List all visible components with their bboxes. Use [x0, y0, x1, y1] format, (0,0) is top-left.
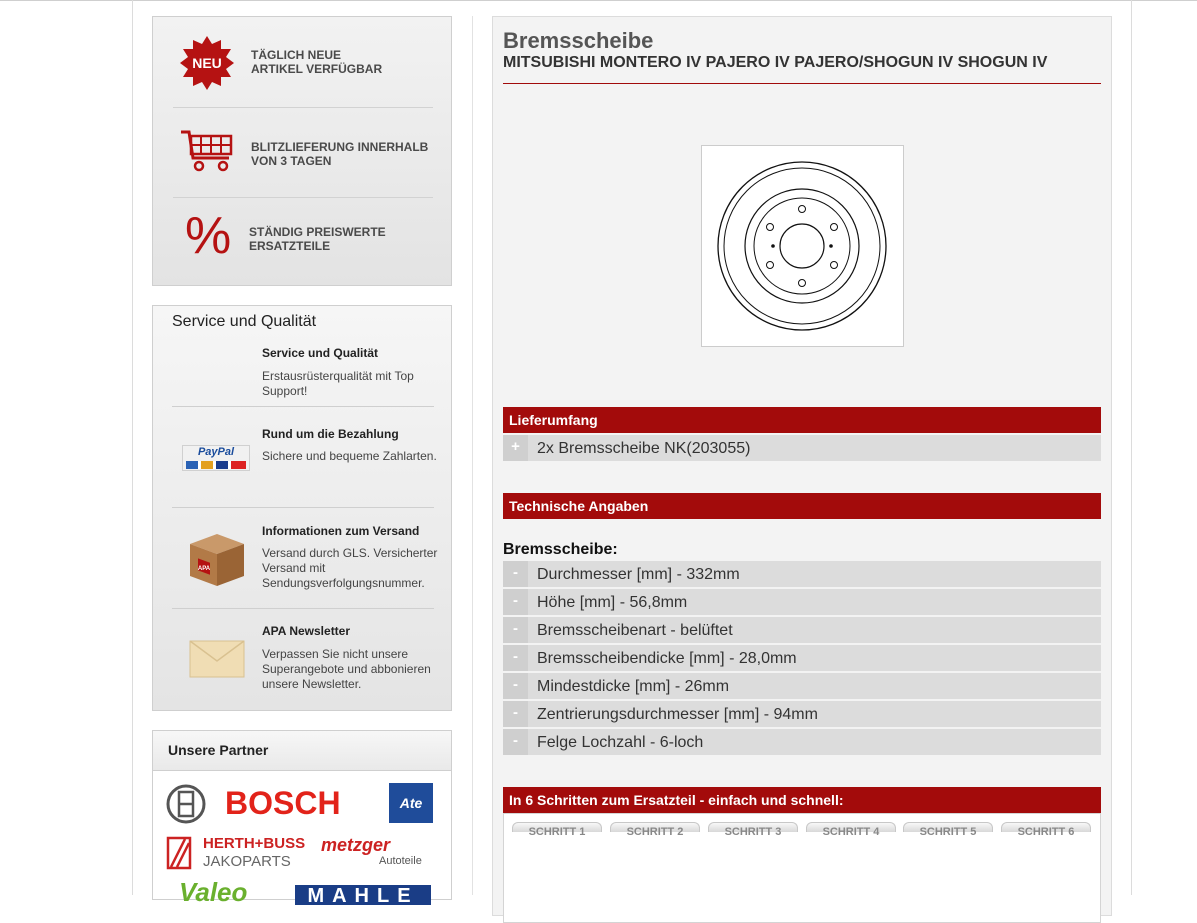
service-shipping-title: Informationen zum Versand — [262, 524, 420, 538]
step-tab-1[interactable]: SCHRITT 1 — [512, 822, 602, 832]
paypal-logo — [182, 445, 250, 471]
usp-item-new — [173, 17, 433, 107]
technische-angaben-bar: Technische Angaben — [503, 493, 1101, 519]
brake-disc-icon — [702, 146, 903, 346]
usp-delivery-line1: BLITZLIEFERUNG INNERHALB — [251, 140, 429, 154]
tech-row — [503, 701, 1101, 727]
usp-text-new — [251, 48, 382, 76]
tech-row-text: Höhe [mm] - 56,8mm — [537, 594, 688, 611]
usp-text-price — [249, 225, 386, 253]
partners-box — [152, 730, 452, 907]
envelope-icon — [188, 635, 246, 681]
tech-row — [503, 645, 1101, 671]
partners-heading: Unsere Partner — [153, 731, 451, 771]
column-divider — [472, 16, 473, 895]
product-title: Bremsscheibe — [503, 28, 654, 53]
tech-row-text: Zentrierungsdurchmesser [mm] - 94mm — [537, 706, 818, 723]
lieferumfang-row — [503, 435, 1101, 461]
service-item-newsletter — [172, 609, 434, 709]
product-image[interactable] — [701, 145, 904, 347]
service-quality-desc: Erstausrüsterqualität mit Top Support! — [262, 369, 414, 398]
steps-panel — [503, 813, 1101, 923]
shopping-cart-icon — [179, 128, 239, 178]
top-border — [0, 0, 1197, 1]
shipping-box-icon — [186, 530, 248, 588]
tech-row-text: Bremsscheibendicke [mm] - 28,0mm — [537, 650, 797, 667]
product-subtitle: MITSUBISHI MONTERO IV PAJERO IV PAJERO/SHOGUN IV SHOGUN IV — [503, 54, 1048, 71]
mahle-logo[interactable]: MAHLE — [295, 885, 431, 905]
usp-text-delivery — [251, 140, 428, 168]
service-shipping-desc: Versand durch GLS. Versicherter Versand mit Sendungsverfolgungsnummer. — [262, 546, 438, 590]
frame-left-border — [132, 0, 133, 895]
metzger-logo[interactable] — [321, 835, 436, 871]
service-item-shipping — [172, 508, 438, 609]
tech-row — [503, 673, 1101, 699]
jakoparts-text: JAKOPARTS — [203, 853, 291, 870]
tech-row — [503, 589, 1101, 615]
service-newsletter-desc: Verpassen Sie nicht unsere Superangebote und abbonieren unsere Newsletter. — [262, 647, 431, 691]
lieferumfang-item: 2x Bremsscheibe NK(203055) — [537, 440, 751, 457]
step-tab-4[interactable]: SCHRITT 4 — [806, 822, 896, 832]
tech-row-text: Felge Lochzahl - 6-loch — [537, 734, 704, 751]
frame-right-border — [1131, 0, 1132, 895]
usp-new-line1: TÄGLICH NEUE — [251, 48, 341, 62]
collapse-button[interactable]: - — [503, 589, 528, 615]
tech-row — [503, 617, 1101, 643]
service-payment-desc: Sichere und bequeme Zahlarten. — [262, 449, 437, 463]
tech-row — [503, 561, 1101, 587]
collapse-button[interactable]: - — [503, 673, 528, 699]
paypal-logo-text: PayPal — [197, 446, 235, 458]
shipping-box-mark: APA — [197, 566, 211, 572]
usp-item-delivery — [173, 107, 433, 197]
collapse-button[interactable]: - — [503, 645, 528, 671]
valeo-logo[interactable]: Valeo — [179, 877, 248, 907]
card-logos-icon — [186, 461, 246, 469]
bosch-emblem-icon — [165, 783, 207, 825]
bosch-logo[interactable] — [165, 783, 355, 823]
neu-badge-text: NEU — [192, 55, 222, 71]
usp-price-line1: STÄNDIG PREISWERTE — [249, 225, 386, 239]
ate-logo[interactable]: Ate — [389, 783, 433, 823]
service-quality-title: Service und Qualität — [262, 346, 379, 360]
tech-row — [503, 729, 1101, 755]
herth-buss-emblem-icon — [167, 837, 191, 869]
collapse-button[interactable]: - — [503, 561, 528, 587]
collapse-button[interactable]: - — [503, 729, 528, 755]
service-item-quality — [172, 342, 434, 407]
usp-item-price — [173, 197, 433, 287]
steps-bar: In 6 Schritten zum Ersatzteil - einfach und schnell: — [503, 787, 1101, 813]
tech-row-text: Durchmesser [mm] - 332mm — [537, 566, 740, 583]
step-tab-5[interactable]: SCHRITT 5 — [903, 822, 993, 832]
service-box — [152, 305, 452, 711]
herth-buss-logo[interactable] — [167, 835, 307, 871]
metzger-text: metzger — [321, 835, 391, 855]
percent-icon: % — [185, 207, 232, 265]
step-tab-6[interactable]: SCHRITT 6 — [1001, 822, 1091, 832]
product-panel — [492, 16, 1112, 916]
tech-row-text: Bremsscheibenart - belüftet — [537, 622, 733, 639]
autoteile-text: Autoteile — [379, 855, 422, 867]
tech-group-label: Bremsscheibe: — [503, 541, 618, 558]
lieferumfang-bar: Lieferumfang — [503, 407, 1101, 433]
service-item-payment — [172, 407, 437, 508]
neu-badge-icon — [179, 35, 235, 91]
bosch-logo-text: BOSCH — [225, 785, 341, 821]
usp-new-line2: ARTIKEL VERFÜGBAR — [251, 62, 383, 76]
tech-row-text: Mindestdicke [mm] - 26mm — [537, 678, 730, 695]
service-newsletter-title: APA Newsletter — [262, 624, 351, 638]
expand-button[interactable]: + — [503, 435, 528, 461]
step-tab-2[interactable]: SCHRITT 2 — [610, 822, 700, 832]
service-payment-title: Rund um die Bezahlung — [262, 427, 399, 441]
service-heading: Service und Qualität — [172, 313, 317, 330]
usp-price-line2: ERSATZTEILE — [249, 239, 331, 253]
usp-box — [152, 16, 452, 286]
title-underline — [503, 83, 1101, 84]
herth-buss-text: HERTH+BUSS — [203, 835, 306, 852]
usp-delivery-line2: VON 3 TAGEN — [251, 154, 332, 168]
collapse-button[interactable]: - — [503, 617, 528, 643]
step-tab-3[interactable]: SCHRITT 3 — [708, 822, 798, 832]
collapse-button[interactable]: - — [503, 701, 528, 727]
